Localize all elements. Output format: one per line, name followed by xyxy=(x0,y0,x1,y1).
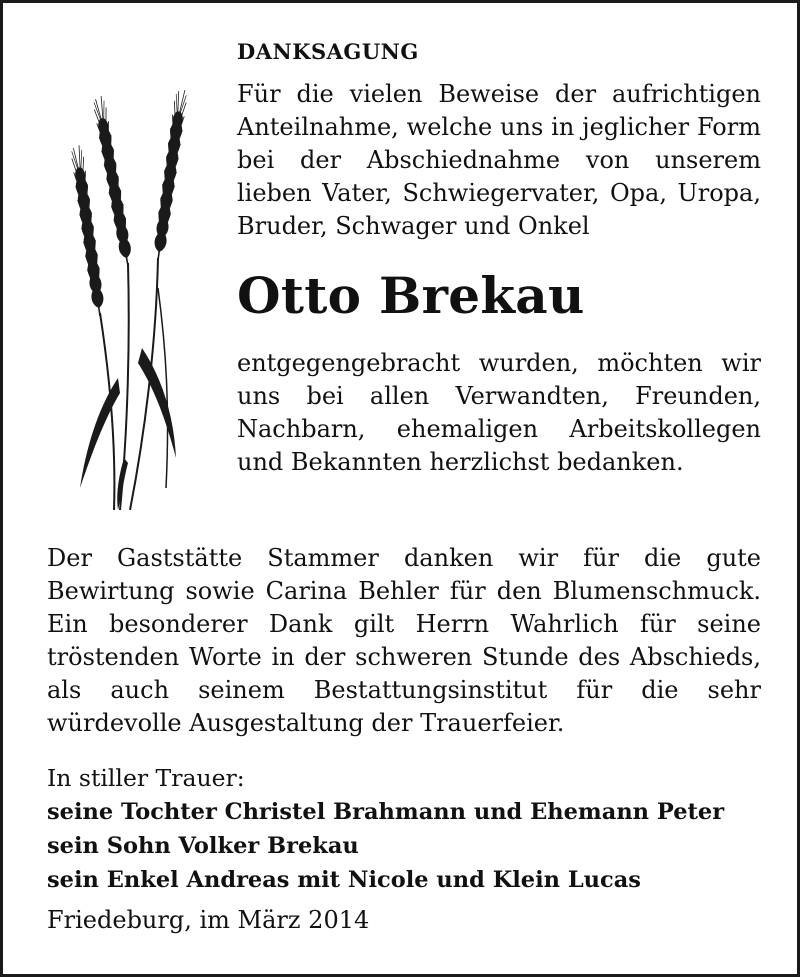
text-line: Ein besonderer Dank gilt Herrn Wahrlich für seine xyxy=(47,610,761,638)
text-line: tröstenden Worte in der schweren Stunde des Abschieds, xyxy=(47,643,761,671)
intro-column xyxy=(237,39,761,479)
continuation-paragraph xyxy=(237,347,761,479)
thanks-section xyxy=(47,542,761,740)
thanks-paragraph xyxy=(47,542,761,740)
text-line: würdevolle Ausgestaltung der Trauerfeier. xyxy=(47,709,565,737)
place-date: Friedeburg, im März 2014 xyxy=(47,906,370,934)
text-line: Anteilnahme, welche uns in jeglicher xyxy=(237,113,690,142)
text-line: Opa, Uropa, Bruder, Schwager und xyxy=(237,179,761,241)
mourner-line: sein Sohn Volker Brekau xyxy=(47,833,359,859)
text-line: Onkel xyxy=(518,212,590,241)
mourner-line: seine Tochter Christel Brahmann und Ehemann Peter xyxy=(47,799,725,825)
notice-heading: DANKSAGUNG xyxy=(237,39,419,64)
deceased-name: Otto Brekau xyxy=(237,266,585,326)
text-line: entgegengebracht wurden, möchten wir xyxy=(237,349,761,378)
mourning-intro: In stiller Trauer: xyxy=(47,764,245,792)
text-line: Der Gaststätte Stammer danken wir für die gute xyxy=(47,544,761,572)
text-line: Bewirtung sowie Carina Behler für den Blumenschmuck. xyxy=(47,577,761,605)
wheat-ears-icon xyxy=(58,48,208,518)
intro-paragraph xyxy=(237,78,761,243)
mourners-section xyxy=(47,761,761,897)
text-line: Form bei der Abschiednahme von xyxy=(237,113,761,175)
text-line: als auch seinem Bestattungsinstitut für die sehr xyxy=(47,676,761,704)
text-line: Nachbarn, ehemaligen Arbeitskollegen xyxy=(237,415,761,444)
mourner-line: sein Enkel Andreas mit Nicole und Klein Lucas xyxy=(47,867,641,893)
text-line: und Bekannten herzlichst bedanken. xyxy=(237,448,684,477)
text-line: Für die vielen Beweise der aufrichtigen xyxy=(237,80,761,109)
text-line: uns bei allen Verwandten, Freunden, xyxy=(237,382,761,411)
text-line: unserem lieben Vater, Schwiegervater, xyxy=(237,146,761,208)
